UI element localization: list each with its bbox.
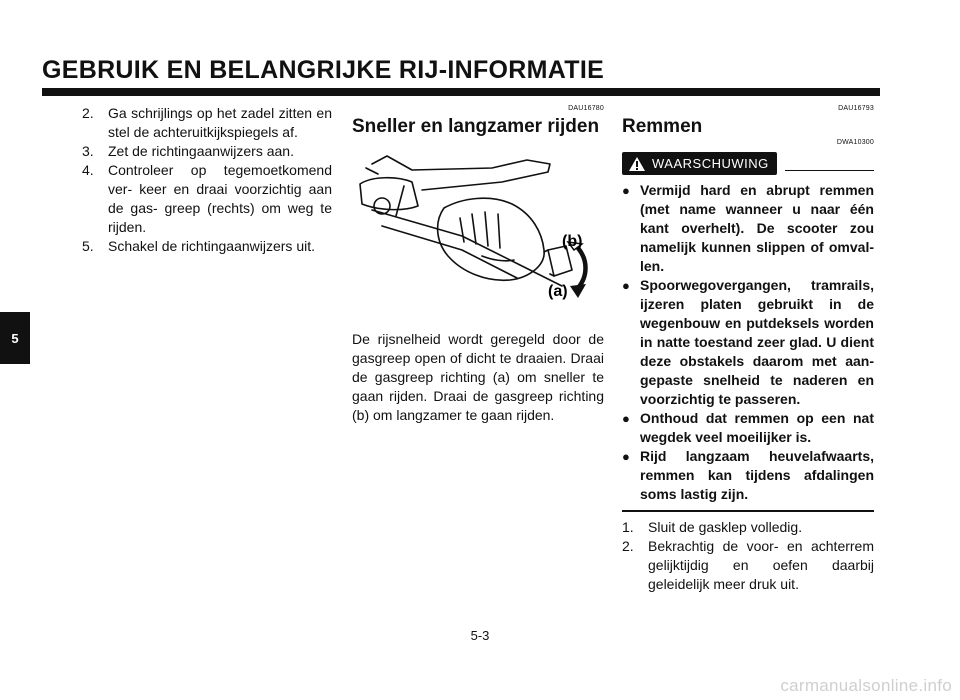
step-text: Bekrachtig de voor- en achterrem gelijktijdig en oefen daarbij geleidelijk meer druk uit. [648, 538, 874, 592]
section-heading: Remmen [622, 116, 703, 137]
header-rule [42, 88, 880, 96]
step-number: 1. [622, 519, 634, 535]
bullet-icon: ● [622, 278, 630, 293]
list-item [622, 518, 874, 537]
step-number: 2. [622, 538, 634, 554]
steps-list [82, 104, 332, 256]
list-item [82, 161, 332, 237]
list-item [82, 142, 332, 161]
warning-badge [622, 152, 777, 175]
list-item [622, 276, 874, 409]
list-item [82, 104, 332, 142]
step-number: 5. [82, 238, 94, 254]
body-paragraph: De rijsnelheid wordt geregeld door de gasgreep open of dicht te draaien. Draai de gasgreep richting (a) om sneller te gaan rijden. Draai de gasgreep richting (b) om langzamer te gaan rijden. [352, 331, 604, 423]
label-b: (b) [562, 233, 583, 250]
list-item [622, 537, 874, 594]
warning-end-rule [622, 510, 874, 512]
step-text: Controleer op tegemoetkomend ver- keer en draai voorzichtig aan de gas- greep (rechts) om weg te rijden. [108, 162, 332, 235]
warning-list [622, 181, 874, 504]
column-3 [622, 104, 874, 594]
watermark: carmanualsonline.info [780, 676, 952, 695]
section-code: DAU16780 [568, 105, 604, 112]
step-number: 4. [82, 162, 94, 178]
column-1 [82, 104, 332, 256]
bullet-icon: ● [622, 449, 630, 464]
column-2 [352, 104, 604, 425]
step-text: Schakel de richtingaanwijzers uit. [108, 238, 315, 254]
warning-text: Vermijd hard en abrupt remmen (met name wanneer u naar één kant overhelt). De scooter zou namelijk kunnen slippen of omval- len. [640, 182, 874, 274]
page-header-title: GEBRUIK EN BELANGRIJKE RIJ-INFORMATIE [42, 56, 605, 84]
chapter-tab: 5 [0, 312, 30, 364]
step-text: Ga schrijlings op het zadel zitten en stel de achteruitkijkspiegels af. [108, 105, 332, 140]
throttle-grip-illustration [352, 146, 604, 308]
step-text: Zet de richtingaanwijzers aan. [108, 143, 294, 159]
bullet-icon: ● [622, 183, 630, 198]
step-number: 3. [82, 143, 94, 159]
page-number: 5-3 [470, 628, 490, 643]
list-item [82, 237, 332, 256]
label-a: (a) [548, 283, 568, 300]
list-item [622, 181, 874, 276]
step-text: Sluit de gasklep volledig. [648, 519, 803, 535]
list-item [622, 447, 874, 504]
section-heading: Sneller en langzamer rijden [352, 116, 600, 137]
warning-rule [785, 170, 874, 171]
warning-header [622, 152, 874, 175]
bullet-icon: ● [622, 411, 630, 426]
warning-label: WAARSCHUWING [652, 156, 769, 171]
warning-text: Spoorwegovergangen, tramrails, ijzeren platen gebruikt in de wegenbouw en putdeksels worden in natte toestand zeer glad. U dient deze obstakels daarom met aan- gepaste snelheid te naderen en voorzichtig te passeren. [640, 277, 874, 407]
warning-text: Onthoud dat remmen op een nat wegdek veel moeilijker is. [640, 410, 874, 445]
warning-triangle-icon [628, 156, 646, 172]
warning-text: Rijd langzaam heuvelafwaarts, remmen kan tijdens afdalingen soms lastig zijn. [640, 448, 874, 502]
steps-list [622, 518, 874, 594]
step-number: 2. [82, 105, 94, 121]
section-code: DAU16793 [838, 105, 874, 112]
list-item [622, 409, 874, 447]
warning-code: DWA10300 [836, 139, 874, 146]
